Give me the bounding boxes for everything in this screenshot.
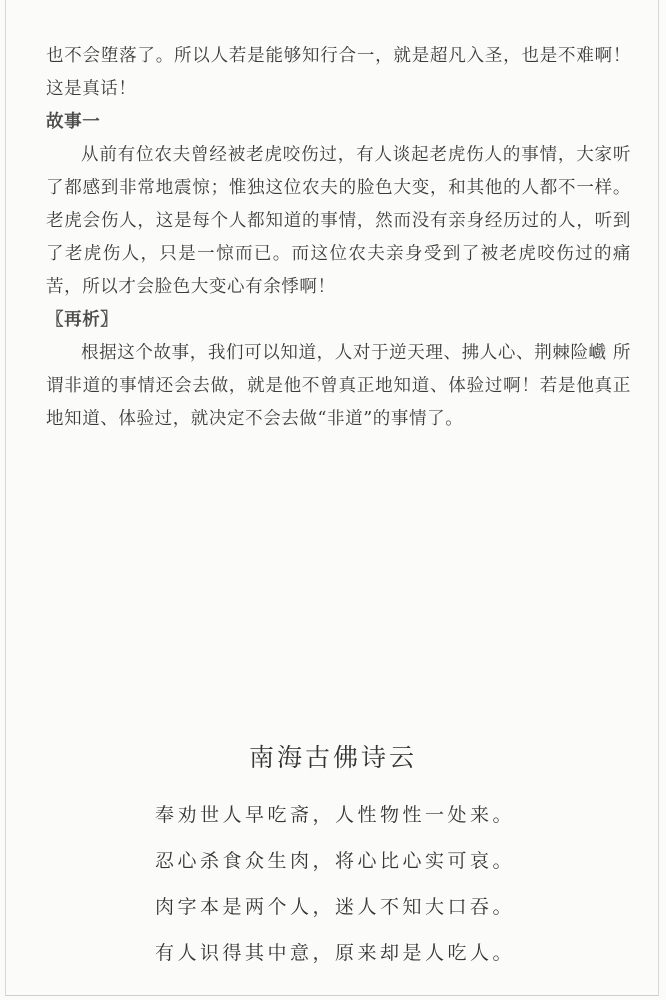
poem-line-1: 奉劝世人早吃斋，人性物性一处来。 xyxy=(154,804,515,826)
document-body xyxy=(46,40,631,436)
analysis-paragraph: 根据这个故事，我们可以知道，人对于逆天理、拂人心、荆棘险巇 所谓非道的事情还会去做，就是他不曾真正地知道、体验过啊！若是他真正地知道、体验过，就决定不会去做“非道”的事情了。 xyxy=(46,343,631,429)
paragraph-intro: 也不会堕落了。所以人若是能够知行合一，就是超凡入圣，也是不难啊！这是真话！ xyxy=(46,46,631,99)
poem-line-4: 有人识得其中意，原来却是人吃人。 xyxy=(154,942,515,964)
poem-line-3: 肉字本是两个人，迷人不知大口吞。 xyxy=(154,896,515,918)
story-heading: 故事一 xyxy=(46,112,101,132)
poem-line-2: 忍心杀食众生肉，将心比心实可哀。 xyxy=(154,850,515,872)
analysis-heading: 〖再析〗 xyxy=(46,310,119,330)
story-paragraph: 从前有位农夫曾经被老虎咬伤过，有人谈起老虎伤人的事情，大家听了都感到非常地震惊；惟独这位农夫的脸色大变，和其他的人都不一样。老虎会伤人，这是每个人都知道的事情，然而没有亲身经历过的人，听到了老虎伤人，只是一惊而已。而这位农夫亲身受到了被老虎咬伤过的痛苦，所以才会脸色大变心有余悸啊！ xyxy=(46,145,631,297)
poem-section xyxy=(0,738,666,976)
poem-title: 南海古佛诗云 xyxy=(248,743,417,772)
